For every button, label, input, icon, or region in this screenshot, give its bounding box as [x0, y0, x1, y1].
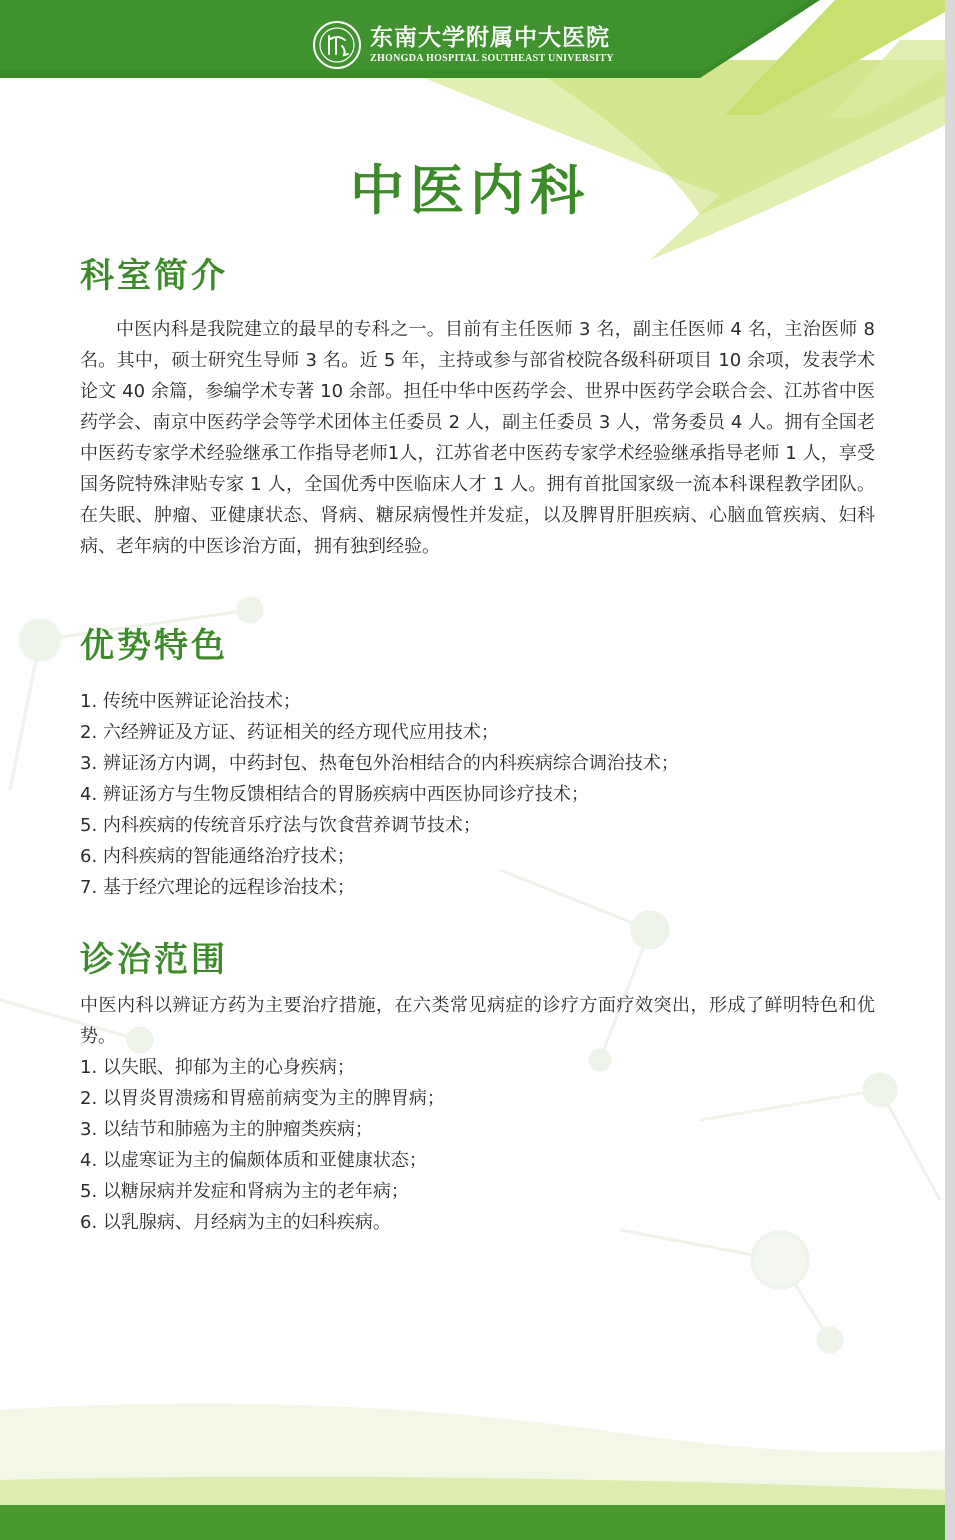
list-item: 3. 以结节和肺癌为主的肿瘤类疾病；	[80, 1119, 373, 1140]
scope-list	[80, 1052, 445, 1238]
list-item: 1. 以失眠、抑郁为主的心身疾病；	[80, 1057, 355, 1078]
list-item: 3. 辨证汤方内调，中药封包、热奄包外治相结合的内科疾病综合调治技术；	[80, 753, 679, 774]
list-item: 6. 内科疾病的智能通络治疗技术；	[80, 846, 355, 867]
list-item: 4. 辨证汤方与生物反馈相结合的胃肠疾病中西医协同诊疗技术；	[80, 784, 589, 805]
list-item: 2. 以胃炎胃溃疡和胃癌前病变为主的脾胃病；	[80, 1088, 445, 1109]
list-item: 4. 以虚寒证为主的偏颇体质和亚健康状态；	[80, 1150, 427, 1171]
section-title-scope: 诊治范围	[80, 940, 228, 980]
list-item: 1. 传统中医辨证论治技术；	[80, 691, 301, 712]
page-title: 中医内科	[350, 158, 590, 222]
hospital-name-en: ZHONGDA HOSPITAL SOUTHEAST UNIVERSITY	[370, 53, 614, 64]
list-item: 5. 以糖尿病并发症和肾病为主的老年病；	[80, 1181, 409, 1202]
section-title-features: 优势特色	[80, 626, 228, 666]
list-item: 2. 六经辨证及方证、药证相关的经方现代应用技术；	[80, 722, 499, 743]
intro-paragraph: 中医内科是我院建立的最早的专科之一。目前有主任医师 3 名，副主任医师 4 名，主治医师 8 名。其中，硕士研究生导师 3 名。近 5 年，主持或参与部省校院各级科研项目 10 余项，发表学术论文 40 余篇，参编学术专著 10 余部。担任中华中医药学会、世界中医药学会联合会、江苏省中医药学会、南京中医药学会等学术团体主任委员 2 人，副主任委员 3 人，常务委员 4 人。拥有全国老中医药专家学术经验继承工作指导老师1人，江苏省老中医药专家学术经验继承指导老师 1 人，享受国务院特殊津贴专家 1 人，全国优秀中医临床人才 1 人。拥有首批国家级一流本科课程教学团队。在失眠、肿瘤、亚健康状态、肾病、糖尿病慢性并发症，以及脾胃肝胆疾病、心脑血管疾病、妇科病、老年病的中医诊治方面，拥有独到经验。	[80, 319, 875, 557]
features-list	[80, 686, 679, 903]
scope-intro-paragraph: 中医内科以辨证方药为主要治疗措施，在六类常见病症的诊疗方面疗效突出，形成了鲜明特色和优势。	[80, 995, 875, 1047]
hospital-name-cn: 东南大学附属中大医院	[370, 24, 610, 51]
list-item: 6. 以乳腺病、月经病为主的妇科疾病。	[80, 1212, 391, 1233]
section-title-intro: 科室简介	[80, 256, 228, 296]
list-item: 5. 内科疾病的传统音乐疗法与饮食营养调节技术；	[80, 815, 481, 836]
list-item: 7. 基于经穴理论的远程诊治技术；	[80, 877, 355, 898]
